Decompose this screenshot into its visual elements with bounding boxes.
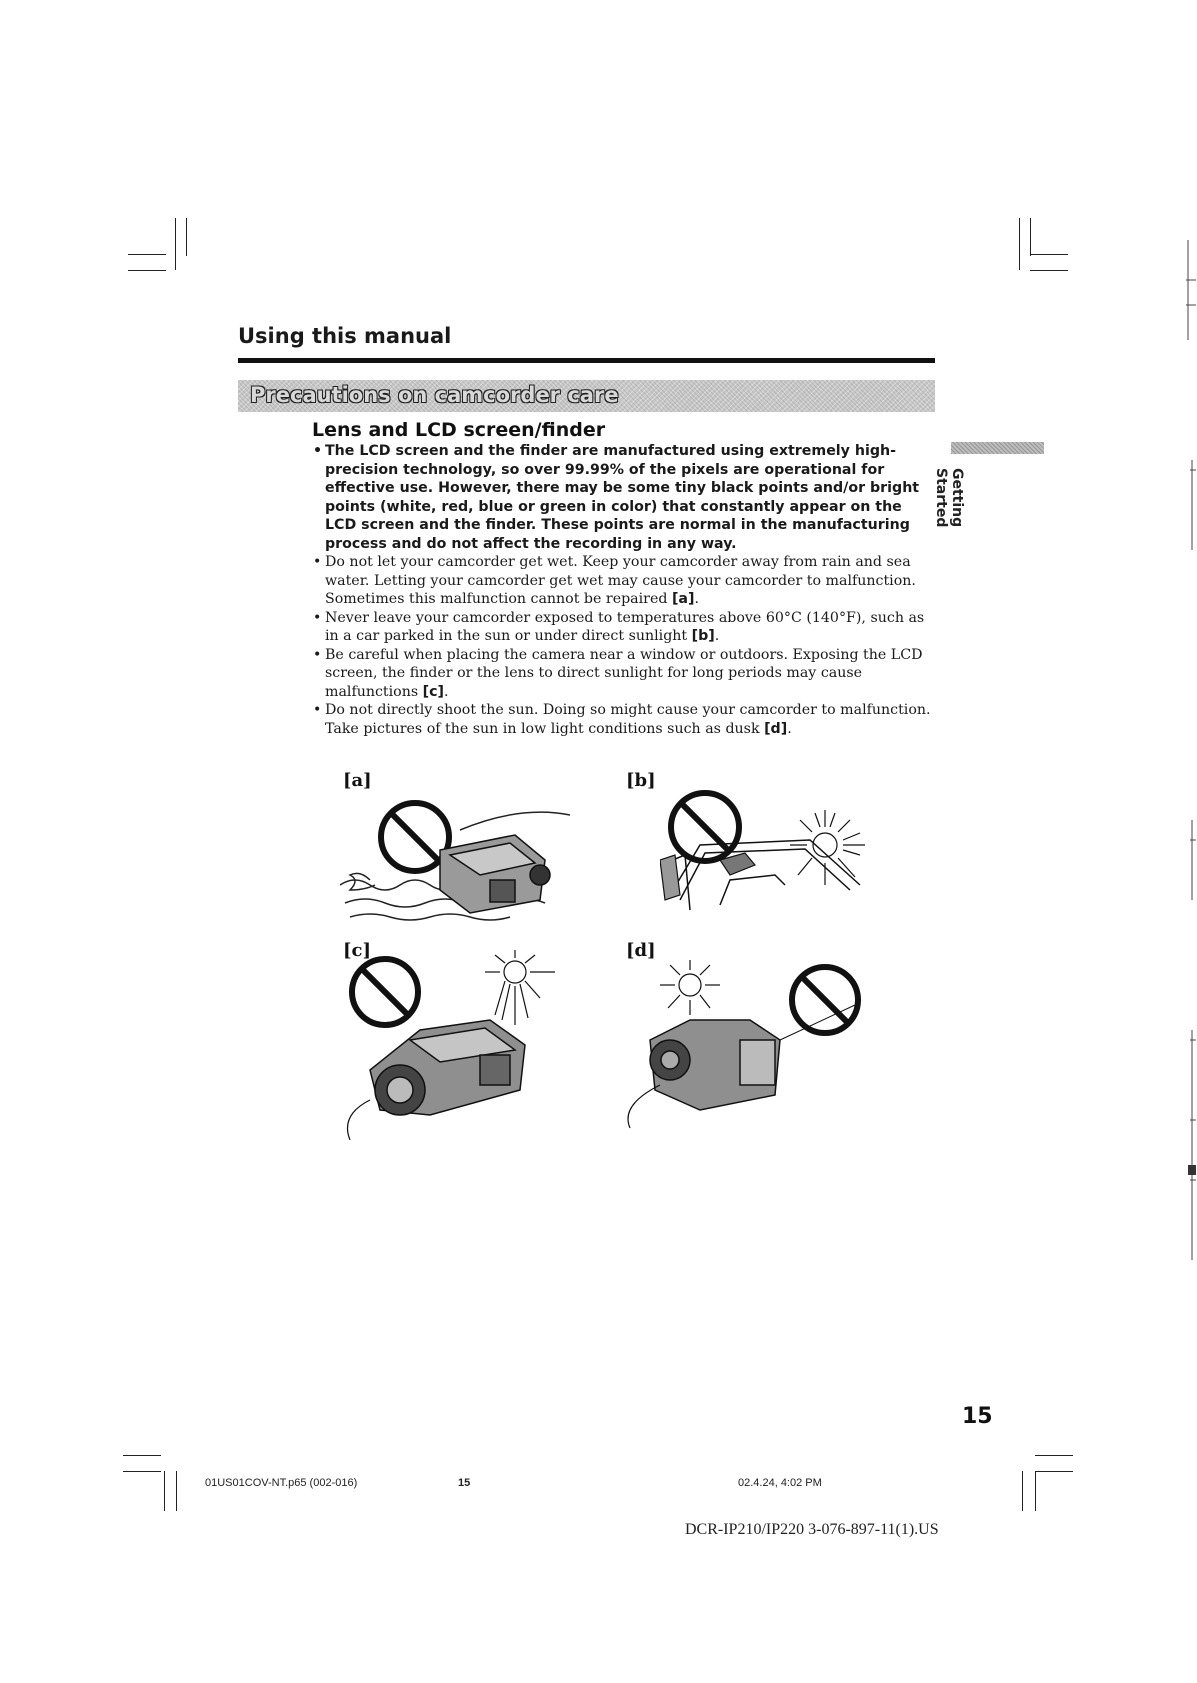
sun-icon xyxy=(660,960,720,1015)
side-tab-marker xyxy=(951,442,1044,454)
camcorder-drawing xyxy=(370,1020,525,1115)
figure-reference: [a] xyxy=(671,591,695,607)
section-divider xyxy=(238,358,935,363)
figure-reference: [b] xyxy=(691,628,715,644)
list-item xyxy=(313,442,933,553)
figure-label-d: [d] xyxy=(626,940,656,961)
list-item xyxy=(313,609,933,646)
prohibition-icon xyxy=(381,803,449,871)
figure-b-car-sun-illustration xyxy=(660,785,890,925)
footer-file-page: 15 xyxy=(458,1477,471,1489)
prohibition-icon xyxy=(352,959,418,1025)
figure-label-c: [c] xyxy=(343,940,371,961)
figure-reference: [c] xyxy=(422,683,445,700)
list-item-text-end: . xyxy=(444,683,449,700)
list-item-text: Do not directly shoot the sun. Doing so might cause your camcorder to malfunction. Take pictures of the sun in low light conditions such as dusk xyxy=(325,702,931,737)
banner-title: Precautions on camcorder care xyxy=(250,383,619,407)
subheading: Lens and LCD screen/finder xyxy=(312,419,606,441)
list-item xyxy=(313,553,933,609)
list-item-text-end: . xyxy=(787,720,792,737)
footer-file-name: 01US01COV-NT.p65 (002-016) xyxy=(205,1477,358,1489)
footer-timestamp: 02.4.24, 4:02 PM xyxy=(738,1477,822,1489)
camcorder-drawing xyxy=(440,835,550,913)
side-tab-label: Getting Started xyxy=(933,468,965,528)
figure-reference: [d] xyxy=(764,720,788,737)
list-item xyxy=(313,646,933,702)
figure-c-lens-sun-illustration xyxy=(340,950,580,1140)
model-number: DCR-IP210/IP220 3-076-897-11(1).US xyxy=(685,1521,939,1538)
sun-icon xyxy=(790,810,865,885)
list-item-text: Be careful when placing the camera near a window or outdoors. Exposing the LCD screen, the finder or the lens to direct sunlight for long periods may cause malfunctions xyxy=(325,646,923,700)
list-item-text: The LCD screen and the finder are manufactured using extremely high-precision technology, so over 99.99% of the pixels are operational for effective use. However, there may be some tiny black points and/or bright points (white, red, blue or green in color) that constantly appear on the LCD screen and the finder. These points are normal in the manufacturing process and do not affect the recording in any way. xyxy=(325,443,920,552)
precautions-list xyxy=(313,442,933,738)
list-item-text-end: . xyxy=(714,628,720,644)
list-item-text: Do not let your camcorder get wet. Keep your camcorder away from rain and sea water. Letting your camcorder get wet may cause your camcorder to malfunction. Sometimes this malfunction cannot be repaired xyxy=(325,554,916,607)
list-item xyxy=(313,701,933,738)
prohibition-icon xyxy=(792,967,858,1033)
list-item-text: Never leave your camcorder exposed to temperatures above 60°C (140°F), such as in a car parked in the sun or under direct sunlight xyxy=(325,609,925,644)
topic-banner xyxy=(238,380,935,412)
figure-d-shoot-sun-illustration xyxy=(620,950,870,1130)
figure-label-a: [a] xyxy=(343,770,372,791)
figure-label-b: [b] xyxy=(626,770,656,791)
camcorder-drawing xyxy=(650,1020,780,1110)
edge-registration-marks xyxy=(1180,220,1197,1320)
figure-a-water-illustration xyxy=(340,795,580,925)
prohibition-icon xyxy=(671,793,739,861)
section-title: Using this manual xyxy=(238,324,452,348)
sun-icon xyxy=(485,950,555,1025)
list-item-text-end: . xyxy=(694,591,700,607)
page-number: 15 xyxy=(962,1404,993,1429)
